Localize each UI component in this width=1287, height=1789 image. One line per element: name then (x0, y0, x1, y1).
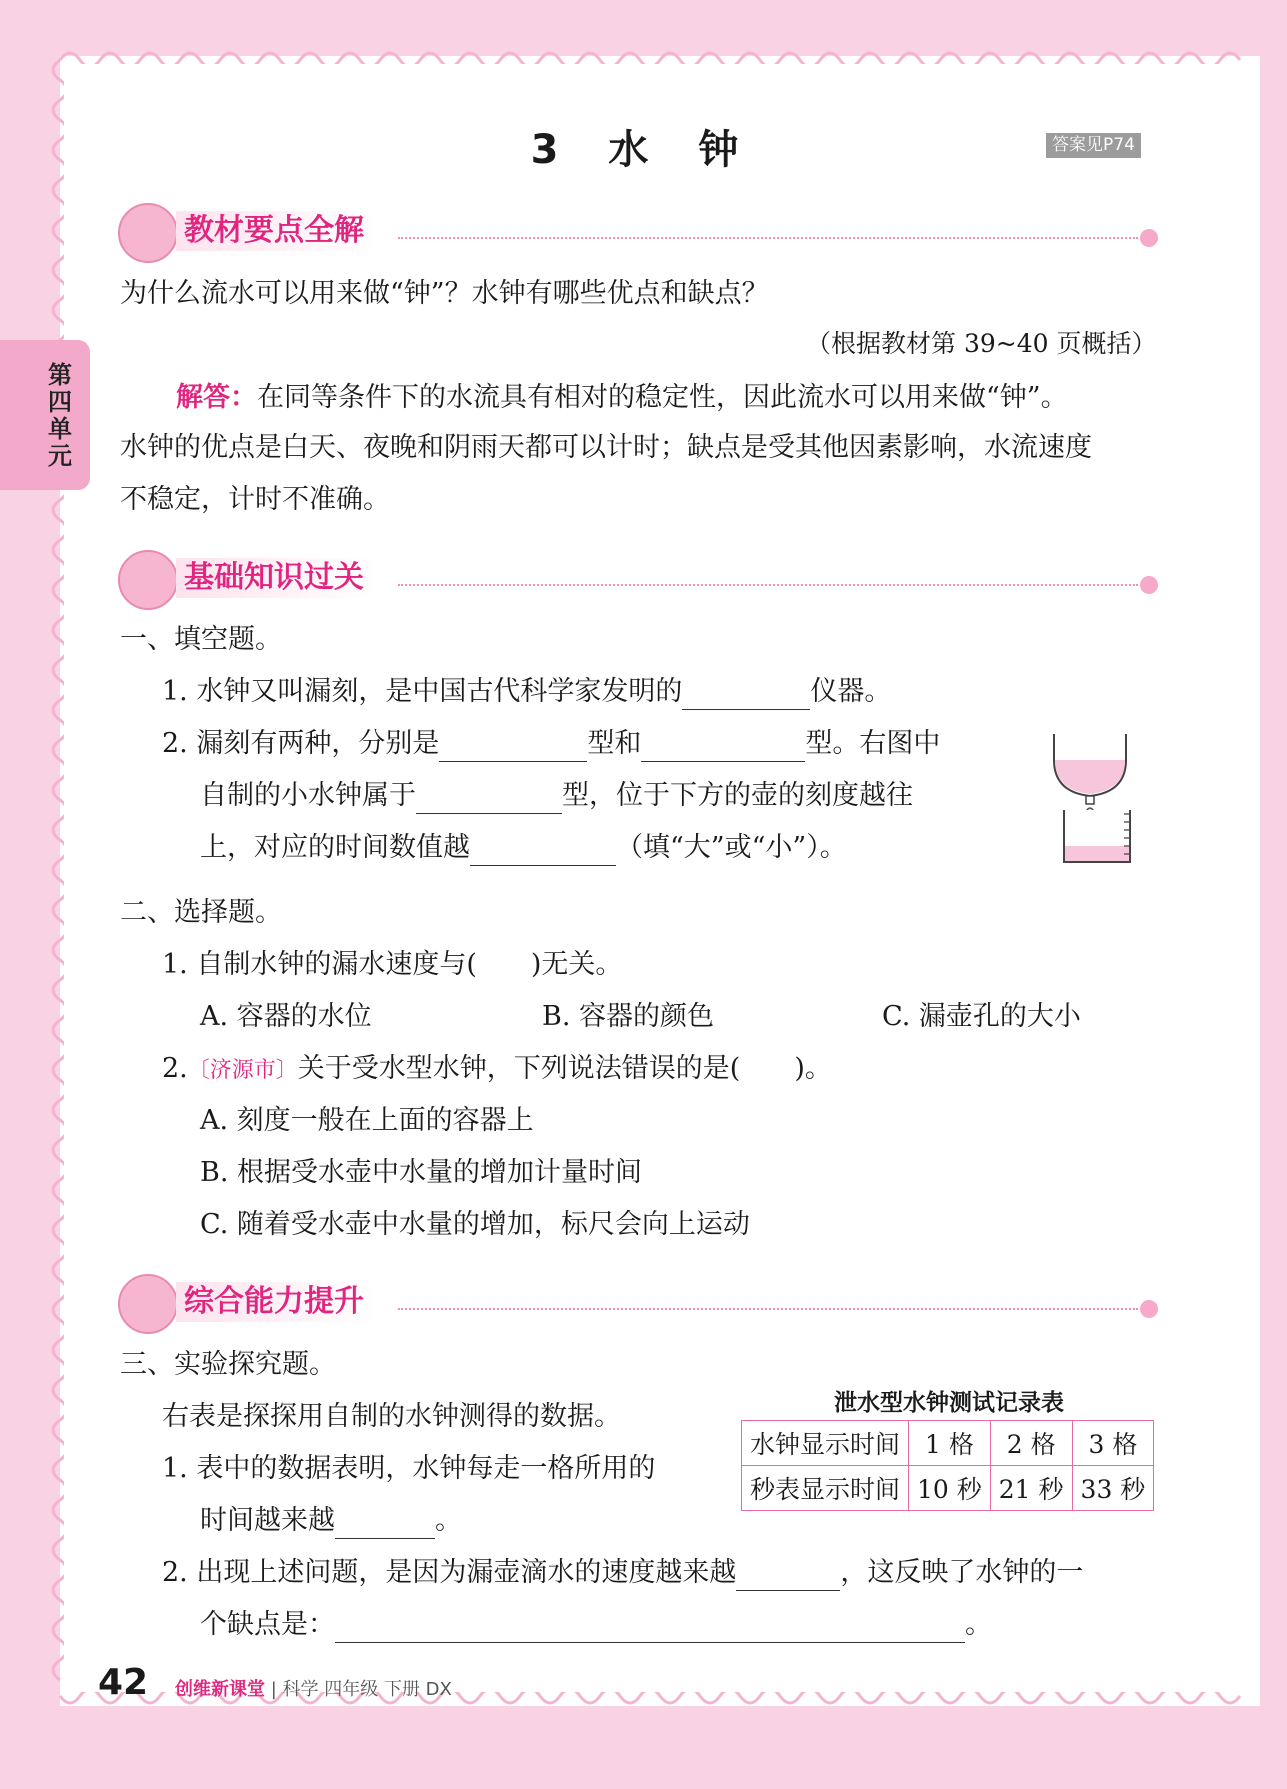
section-header-basics (118, 550, 1158, 606)
section-title: 教材要点全解 (176, 211, 376, 251)
answer-blank[interactable] (470, 837, 616, 866)
key-answer-line-2: 水钟的优点是白天、夜晚和阴雨天都可以计时；缺点是受其他因素影响，水流速度 (120, 432, 1092, 463)
experiment-q2-line1: 2. 出现上述问题，是因为漏壶滴水的速度越来越 ，这反映了水钟的一 (162, 1555, 1083, 1591)
section-header-key-points (118, 203, 1158, 259)
experiment-intro: 右表是探探用自制的水钟测得的数据。 (162, 1401, 621, 1432)
answer-blank[interactable] (335, 1510, 435, 1539)
dotted-divider (398, 237, 1138, 239)
answer-label: 解答： (176, 382, 257, 413)
key-answer-line-3: 不稳定，计时不准确。 (120, 484, 390, 515)
answer-blank[interactable] (416, 785, 562, 814)
divider-endcap-icon (1140, 576, 1158, 594)
table-header-cell: 水钟显示时间 (742, 1421, 909, 1466)
dotted-divider (398, 584, 1138, 586)
experiment-q1-line2: 时间越来越 。 (200, 1503, 462, 1539)
unit-side-tab (0, 340, 90, 490)
choice-q1-option-c[interactable]: C. 漏壶孔的大小 (882, 1001, 1081, 1032)
table-caption: 泄水型水钟测试记录表 (834, 1390, 1064, 1416)
fill-heading: 一、填空题。 (120, 624, 282, 655)
answer-blank[interactable] (682, 681, 810, 710)
answer-blank[interactable] (439, 733, 587, 762)
cartoon-mascot-icon (118, 203, 178, 263)
divider-endcap-icon (1140, 229, 1158, 247)
table-header-cell: 秒表显示时间 (742, 1466, 909, 1511)
answer-reference-badge: 答案见P74 (1046, 133, 1141, 158)
choice-q1: 1. 自制水钟的漏水速度与( )无关。 (162, 949, 623, 980)
table-cell: 3 格 (1072, 1421, 1154, 1466)
key-source: （根据教材第 39~40 页概括） (806, 329, 1157, 358)
page-number: 42 (98, 1662, 149, 1703)
fill-q2-line2: 自制的小水钟属于 型，位于下方的壶的刻度越往 (200, 778, 913, 814)
key-answer-line-1: 解答：在同等条件下的水流具有相对的稳定性，因此流水可以用来做“钟”。 (176, 382, 1068, 413)
answer-blank[interactable] (736, 1562, 840, 1591)
test-record-table (741, 1420, 1154, 1511)
fill-q1: 1. 水钟又叫漏刻，是中国古代科学家发明的 仪器。 (162, 674, 891, 710)
fill-q2-line3: 上，对应的时间数值越 （填“大”或“小”）。 (200, 830, 847, 866)
choice-q2-option-b[interactable]: B. 根据受水壶中水量的增加计量时间 (200, 1157, 643, 1188)
cartoon-mascot-icon (118, 550, 178, 610)
experiment-heading: 三、实验探究题。 (120, 1349, 336, 1380)
wavy-border-left (40, 40, 64, 1700)
answer-blank[interactable] (335, 1614, 965, 1643)
table-row (742, 1466, 1154, 1511)
table-cell: 33 秒 (1072, 1466, 1154, 1511)
experiment-q1-line1: 1. 表中的数据表明，水钟每走一格所用的 (162, 1453, 656, 1484)
answer-blank[interactable] (641, 733, 805, 762)
experiment-q2-line2: 个缺点是： 。 (200, 1607, 992, 1643)
divider-endcap-icon (1140, 1300, 1158, 1318)
choice-q2: 2.〔济源市〕关于受水型水钟，下列说法错误的是( )。 (162, 1053, 832, 1084)
wavy-border-top (40, 40, 1260, 64)
section-title: 综合能力提升 (176, 1282, 376, 1322)
page-title: 3 水 钟 (530, 127, 757, 173)
table-cell: 21 秒 (990, 1466, 1072, 1511)
choice-q2-option-c[interactable]: C. 随着受水壶中水量的增加，标尺会向上运动 (200, 1209, 750, 1240)
choice-q1-option-b[interactable]: B. 容器的颜色 (542, 1001, 715, 1032)
footer-series: 创维新课堂 | 科学 四年级 下册 DX (175, 1679, 452, 1700)
table-cell: 10 秒 (909, 1466, 991, 1511)
fill-q2-line1: 2. 漏刻有两种，分别是 型和 型。右图中 (162, 726, 940, 762)
section-title: 基础知识过关 (176, 558, 376, 598)
table-cell: 2 格 (990, 1421, 1072, 1466)
cartoon-mascot-icon (118, 1274, 178, 1334)
choice-q1-option-a[interactable]: A. 容器的水位 (200, 1001, 372, 1032)
section-header-advanced (118, 1274, 1158, 1330)
region-tag: 〔济源市〕 (187, 1058, 298, 1083)
choice-heading: 二、选择题。 (120, 897, 282, 928)
key-question: 为什么流水可以用来做“钟”？水钟有哪些优点和缺点？ (120, 278, 769, 309)
table-row (742, 1421, 1154, 1466)
dotted-divider (398, 1308, 1138, 1310)
unit-tab-label: 第四单元 (48, 361, 72, 470)
water-clock-illustration (1050, 730, 1140, 868)
table-cell: 1 格 (909, 1421, 991, 1466)
brand-name: 创维新课堂 (175, 1679, 265, 1700)
choice-q2-option-a[interactable]: A. 刻度一般在上面的容器上 (200, 1105, 534, 1136)
